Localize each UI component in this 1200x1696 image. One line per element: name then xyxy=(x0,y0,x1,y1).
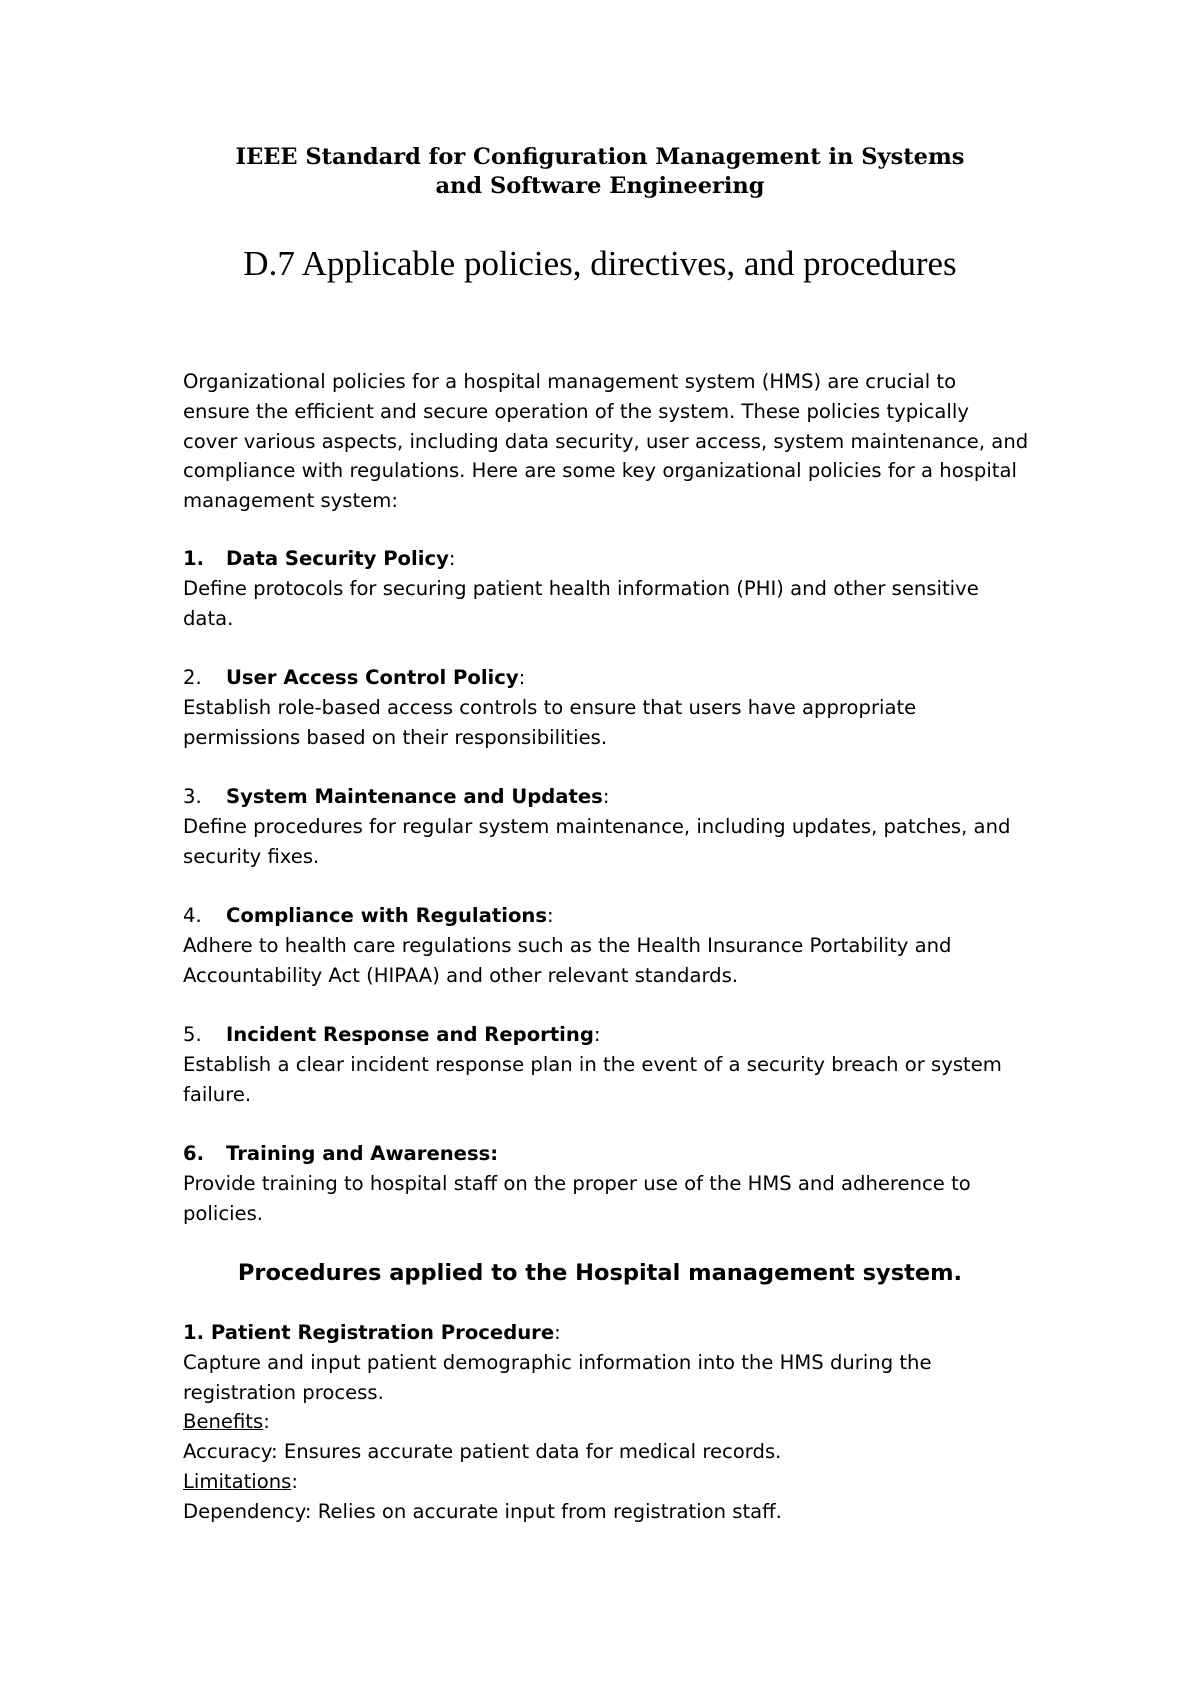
policy-item-system-maintenance xyxy=(183,782,1043,871)
intro-paragraph xyxy=(183,367,1043,516)
policy-title xyxy=(183,544,1043,574)
policy-title xyxy=(183,901,1043,931)
intro-line: management system: xyxy=(183,489,398,513)
intro-line: compliance with regulations. Here are some key organizational policies for a hospital xyxy=(183,459,1017,483)
policy-title-colon: : xyxy=(490,1142,499,1165)
policy-item-user-access-control xyxy=(183,663,1043,752)
policy-title xyxy=(183,782,1043,812)
intro-line: Organizational policies for a hospital management system (HMS) are crucial to xyxy=(183,370,957,393)
document-title-line-1: IEEE Standard for Configuration Management in Systems xyxy=(235,144,965,170)
procedure-title-text: 1. Patient Registration Procedure xyxy=(183,1321,555,1344)
policy-description-line: Define procedures for regular system maintenance, including updates, patches, and xyxy=(183,814,1011,838)
procedure-description-line: Capture and input patient demographic information into the HMS during the xyxy=(183,1350,932,1374)
policy-title-text: User Access Control Policy xyxy=(226,666,519,689)
policy-item-incident-response xyxy=(183,1020,1043,1109)
policy-title xyxy=(183,1020,1043,1050)
policy-description-line: Establish a clear incident response plan in the event of a security breach or system xyxy=(183,1052,1002,1076)
limitations-text: Dependency: Relies on accurate input from registration staff. xyxy=(183,1499,782,1523)
policy-title-colon: : xyxy=(518,666,526,689)
policy-title-colon: : xyxy=(602,785,610,808)
document-title-line-2: and Software Engineering xyxy=(435,173,765,199)
limitations-label-line xyxy=(183,1467,1043,1497)
section-heading: D.7 Applicable policies, directives, and procedures xyxy=(243,244,957,283)
policy-description-line: Adhere to health care regulations such as the Health Insurance Portability and xyxy=(183,933,952,957)
limitations-colon: : xyxy=(291,1469,298,1493)
policy-title-text: System Maintenance and Updates xyxy=(226,785,603,808)
policy-title-colon: : xyxy=(547,904,554,927)
benefits-label: Benefits xyxy=(183,1410,264,1434)
policy-description-line: data. xyxy=(183,606,234,630)
policy-number: 5. xyxy=(183,1023,202,1046)
procedure-item-patient-registration xyxy=(183,1318,1043,1527)
policy-number: 6. xyxy=(183,1142,205,1165)
policy-title-text: Data Security Policy xyxy=(226,547,449,570)
policy-title-colon: : xyxy=(593,1023,601,1046)
policy-description-line: security fixes. xyxy=(183,844,320,868)
document-title xyxy=(150,143,1050,201)
policy-item-training xyxy=(183,1139,1043,1228)
policy-number: 4. xyxy=(183,904,202,927)
policy-number: 1. xyxy=(183,547,205,570)
policy-item-compliance xyxy=(183,901,1043,990)
policy-title xyxy=(183,1139,1043,1169)
policy-number: 3. xyxy=(183,785,202,808)
intro-line: cover various aspects, including data security, user access, system maintenance, and xyxy=(183,429,1029,453)
policy-number: 2. xyxy=(183,666,202,689)
benefits-label-line xyxy=(183,1407,1043,1437)
policy-title-text: Training and Awareness xyxy=(226,1142,491,1165)
intro-line: ensure the efficient and secure operation of the system. These policies typically xyxy=(183,399,969,423)
procedure-title-colon: : xyxy=(554,1321,561,1344)
procedure-title xyxy=(183,1318,1043,1348)
benefits-colon: : xyxy=(263,1410,270,1434)
policy-item-data-security xyxy=(183,544,1043,633)
policy-title-text: Incident Response and Reporting xyxy=(226,1023,594,1046)
policy-description-line: Establish role-based access controls to ensure that users have appropriate xyxy=(183,695,917,719)
procedure-description-line: registration process. xyxy=(183,1380,384,1404)
policy-description-line: Accountability Act (HIPAA) and other relevant standards. xyxy=(183,963,739,987)
policy-description-line: permissions based on their responsibilities. xyxy=(183,725,608,749)
policy-description-line: policies. xyxy=(183,1201,264,1225)
policy-title-text: Compliance with Regulations xyxy=(226,904,548,927)
benefits-text: Accuracy: Ensures accurate patient data for medical records. xyxy=(183,1440,782,1464)
procedures-heading: Procedures applied to the Hospital management system. xyxy=(237,1260,963,1286)
policy-description-line: Provide training to hospital staff on the proper use of the HMS and adherence to xyxy=(183,1171,971,1195)
limitations-label: Limitations xyxy=(183,1469,292,1493)
policy-title xyxy=(183,663,1043,693)
policy-title-colon: : xyxy=(448,547,456,570)
policy-description-line: failure. xyxy=(183,1082,252,1106)
policy-description-line: Define protocols for securing patient health information (PHI) and other sensitive xyxy=(183,576,979,600)
